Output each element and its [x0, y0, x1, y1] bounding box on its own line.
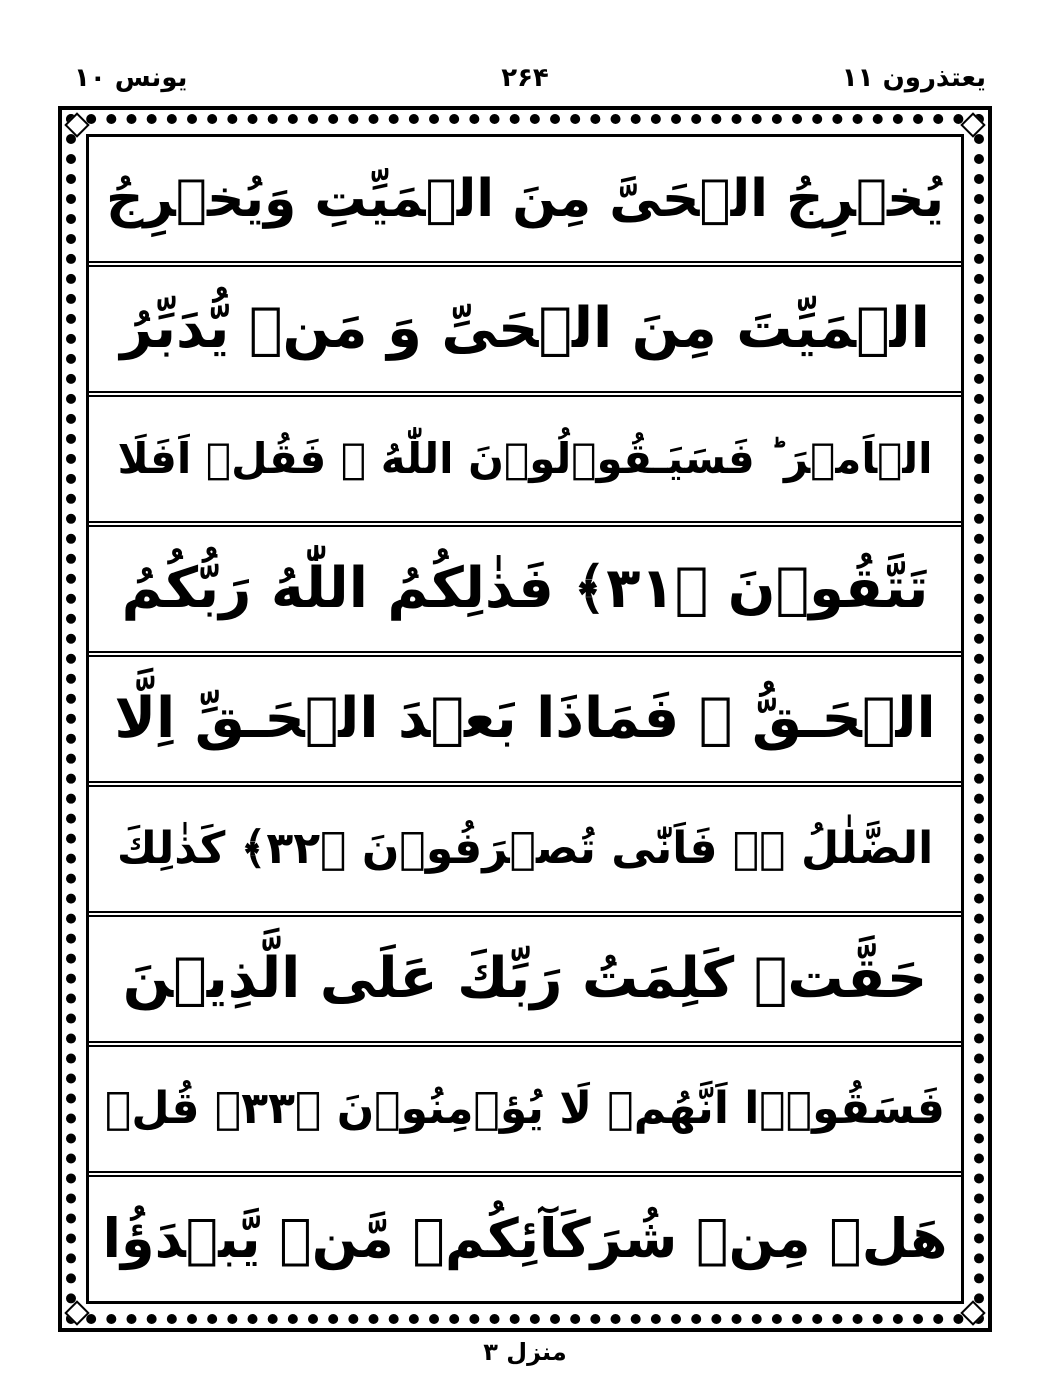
verse-line-7: حَقَّتۡ كَلِمَتُ رَبِّكَ عَلَى الَّذِيۡنَ: [89, 917, 961, 1047]
verse-line-8: فَسَقُوۡۤا اَنَّهُمۡ لَا يُؤۡمِنُوۡنَ ﴿۳۳﴾ قُلۡ: [89, 1047, 961, 1177]
verse-line-6: الضَّلٰلُ ۖۚ فَاَنّٰى تُصۡرَفُوۡنَ ﴿۳۲﴾ كَذٰلِكَ: [89, 787, 961, 917]
verse-line-4: تَتَّقُوۡنَ ﴿۳۱﴾ فَذٰلِكُمُ اللّٰهُ رَبُّكُمُ: [89, 527, 961, 657]
verse-line-3: الۡاَمۡرَ ؕ فَسَيَـقُوۡلُوۡنَ اللّٰهُ ۚ فَقُلۡ اَفَلَا: [89, 397, 961, 527]
verse-line-5: الۡحَـقُّ ۚ فَمَاذَا بَعۡدَ الۡحَـقِّ اِلَّا: [89, 657, 961, 787]
page-number: ۲۶۴: [501, 63, 549, 93]
verse-line-1: يُخۡرِجُ الۡحَىَّ مِنَ الۡمَيِّتِ وَيُخۡرِجُ: [89, 137, 961, 267]
surah-title: یونس ۱۰: [74, 63, 188, 93]
ornamental-border: [58, 106, 992, 1332]
text-panel: [86, 134, 964, 1304]
juz-title: یعتذرون ۱۱: [841, 63, 986, 93]
manzil-footer: منزل ۳: [483, 1338, 567, 1366]
verse-line-2: الۡمَيِّتَ مِنَ الۡحَىِّ وَ مَنۡ يُّدَبِّرُ: [89, 267, 961, 397]
verse-line-9: هَلۡ مِنۡ شُرَكَآئِكُمۡ مَّنۡ يَّبۡدَؤُا: [102, 1207, 948, 1270]
page-header: [64, 58, 986, 102]
